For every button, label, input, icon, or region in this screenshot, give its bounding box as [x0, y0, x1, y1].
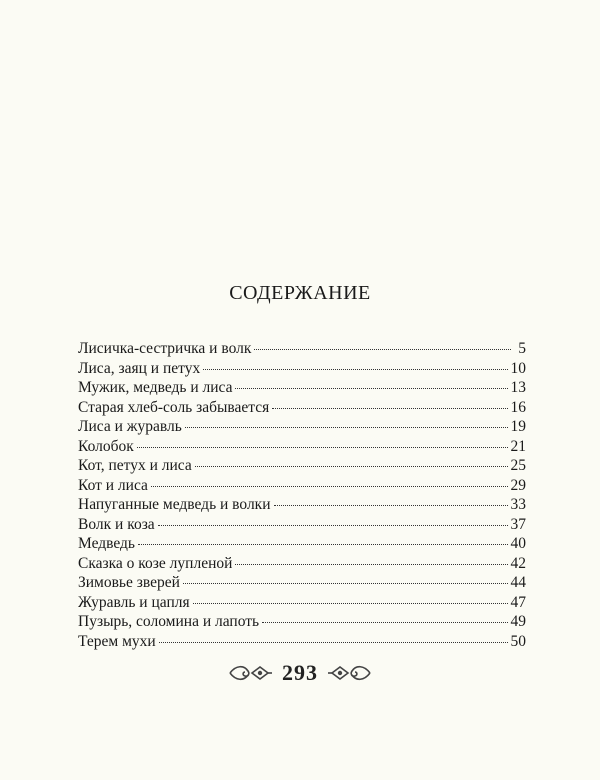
toc-entry: [78, 339, 526, 359]
toc-entry: [78, 632, 526, 652]
dot-leader: [159, 642, 508, 643]
toc-entry: [78, 515, 526, 535]
dot-leader: [158, 525, 508, 526]
toc-entry-title: Пузырь, соломина и лапоть: [78, 613, 260, 630]
dot-leader: [235, 388, 507, 389]
dot-leader: [203, 369, 507, 370]
ornament-left-icon: [228, 662, 272, 684]
toc-entry-page: 19: [510, 418, 526, 435]
toc-entry-page: 42: [510, 554, 526, 572]
toc-entry-page: 13: [510, 379, 526, 396]
page-number-block: [0, 660, 600, 686]
toc-entry: [78, 398, 526, 418]
page-number: 293: [282, 660, 318, 685]
toc-entry: [78, 534, 526, 554]
table-of-contents: [78, 339, 526, 651]
dot-leader: [195, 466, 508, 467]
toc-entry-page: 10: [510, 359, 526, 377]
toc-entry-page: 50: [510, 632, 526, 650]
toc-entry-title: Медведь: [78, 535, 135, 552]
toc-entry-title: Колобок: [78, 437, 134, 455]
toc-entry: [78, 378, 526, 398]
toc-entry-page: 29: [510, 476, 526, 494]
toc-entry: [78, 495, 526, 515]
dot-leader: [254, 349, 511, 350]
toc-entry-title: Сказка о козе лупленой: [78, 554, 233, 572]
toc-entry-page: 16: [510, 398, 526, 416]
toc-entry: [78, 456, 526, 476]
dot-leader: [151, 486, 508, 487]
toc-entry-title: Журавль и цапля: [78, 593, 190, 611]
toc-entry-title: Мужик, медведь и лиса: [78, 379, 233, 396]
toc-entry-page: 33: [510, 496, 526, 513]
toc-entry-page: 47: [510, 593, 526, 611]
toc-entry-page: 44: [510, 574, 526, 591]
toc-entry: [78, 612, 526, 632]
toc-entry: [78, 437, 526, 457]
dot-leader: [272, 408, 507, 409]
ornament-right-icon: [328, 662, 372, 684]
toc-entry-page: 40: [510, 535, 526, 552]
toc-entry: [78, 417, 526, 437]
toc-entry-title: Терем мухи: [78, 632, 156, 650]
toc-entry: [78, 593, 526, 613]
toc-entry-title: Волк и коза: [78, 515, 155, 533]
dot-leader: [183, 583, 508, 584]
toc-entry-title: Лиса и журавль: [78, 418, 182, 435]
toc-entry-title: Старая хлеб-соль забывается: [78, 398, 270, 416]
toc-entry-page: 5: [518, 340, 526, 357]
toc-entry-title: Напуганные медведь и волки: [78, 496, 271, 513]
dot-leader: [262, 622, 507, 623]
toc-entry: [78, 554, 526, 574]
toc-heading: СОДЕРЖАНИЕ: [229, 282, 371, 304]
toc-entry-title: Кот, петух и лиса: [78, 457, 192, 474]
toc-entry-page: 37: [510, 515, 526, 533]
dot-leader: [274, 505, 508, 506]
toc-entry: [78, 359, 526, 379]
toc-entry-title: Кот и лиса: [78, 476, 148, 494]
dot-leader: [235, 564, 507, 565]
toc-entry-page: 49: [510, 613, 526, 630]
dot-leader: [193, 603, 508, 604]
toc-entry-title: Лисичка-сестричка и волк: [78, 340, 252, 357]
toc-entry: [78, 476, 526, 496]
toc-entry: [78, 573, 526, 593]
dot-leader: [185, 427, 508, 428]
dot-leader: [137, 447, 508, 448]
toc-entry-page: 25: [510, 457, 526, 474]
toc-entry-page: 21: [510, 437, 526, 455]
toc-entry-title: Лиса, заяц и петух: [78, 359, 201, 377]
dot-leader: [138, 544, 508, 545]
toc-entry-title: Зимовье зверей: [78, 574, 180, 591]
